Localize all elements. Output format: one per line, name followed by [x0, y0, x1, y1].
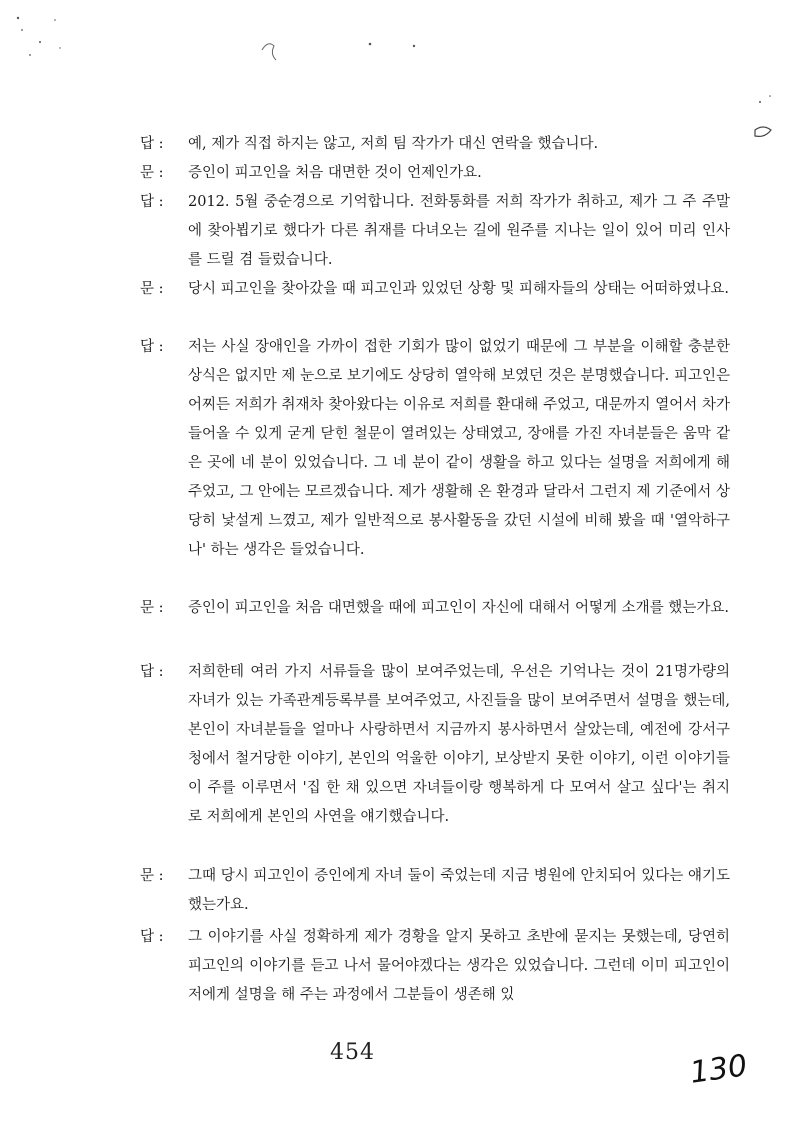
- entry-text: 2012. 5월 중순경으로 기억합니다. 전화통화를 저희 작가가 취하고, 제가 그 주 주말에 찾아뵙기로 했다가 다른 취재를 다녀오는 길에 원주를 지나는 일이 있어 미리 인사를 드릴 겸 들렀습니다.: [188, 194, 730, 268]
- scan-noise-marks: [0, 0, 800, 140]
- qa-entry: [140, 862, 730, 920]
- qa-entry: [140, 159, 730, 188]
- entry-text: 저희한테 여러 가지 서류들을 많이 보여주었는데, 우선은 기억나는 것이 21명가량의 자녀가 있는 가족관계등록부를 보여주었고, 사진들을 많이 보여주면서 설명을 했는데, 본인이 자녀분들을 얼마나 사랑하면서 지금까지 봉사하면서 살았는데, 예전에 강서구청에서 철거당한 이야기, 본인의 억울한 이야기, 보상받지 못한 이야기, 이런 이야기들이 주를 이루면서 '집 한 채 있으면 자녀들이랑 행복하게 다 모여서 살고 싶다'는 취지로 저희에게 본인의 사연을 얘기했습니다.: [188, 664, 730, 825]
- question-label: 문 :: [140, 165, 164, 181]
- page-number: 454: [330, 1040, 375, 1065]
- entry-text: 증인이 피고인을 처음 대면한 것이 언제인가요.: [188, 165, 482, 181]
- answer-label: 답 :: [140, 136, 164, 152]
- qa-entry: [140, 594, 730, 623]
- question-label: 문 :: [140, 281, 164, 297]
- qa-entry: [140, 658, 730, 832]
- qa-entry: [140, 923, 730, 1010]
- answer-label: 답 :: [140, 339, 164, 355]
- entry-text: 증인이 피고인을 처음 대면했을 때에 피고인이 자신에 대해서 어떻게 소개를 했는가요.: [188, 600, 729, 616]
- answer-label: 답 :: [140, 194, 164, 210]
- qa-entry: [140, 333, 730, 565]
- answer-label: 답 :: [140, 929, 164, 945]
- qa-entry: [140, 275, 730, 304]
- entry-text: 예, 제가 직접 하지는 않고, 저희 팀 작가가 대신 연락을 했습니다.: [188, 136, 599, 152]
- entry-text: 저는 사실 장애인을 가까이 접한 기회가 많이 없었기 때문에 그 부분을 이해할 충분한 상식은 없지만 제 눈으로 보기에도 상당히 열악해 보였던 것은 분명했습니다. 피고인은 어찌든 저희가 취재차 찾아왔다는 이유로 저희를 환대해 주었고, 대문까지 열어서 차가 들어올 수 있게 굳게 닫힌 철문이 열려있는 상태였고, 장애를 가진 자녀분들은 움막 같은 곳에 네 분이 있었습니다. 그 네 분이 같이 생활을 하고 있다는 설명을 저희에게 해 주었고, 그 안에는 모르겠습니다. 제가 생활해 온 환경과 달라서 그런지 제 기준에서 상당히 낯설게 느꼈고, 제가 일반적으로 봉사활동을 갔던 시설에 비해 봤을 때 '열악하구나' 하는 생각은 들었습니다.: [188, 339, 730, 558]
- qa-entry: [140, 188, 730, 275]
- entry-text: 그때 당시 피고인이 증인에게 자녀 둘이 죽었는데 지금 병원에 안치되어 있다는 얘기도 했는가요.: [188, 868, 730, 913]
- handwritten-page-number: 130: [687, 1048, 750, 1091]
- qa-entry: [140, 130, 730, 159]
- entry-text: 그 이야기를 사실 정확하게 제가 경황을 알지 못하고 초반에 묻지는 못했는데, 당연히 피고인의 이야기를 듣고 나서 물어야겠다는 생각은 있었습니다. 그런데 이미 피고인이 저에게 설명을 해 주는 과정에서 그분들이 생존해 있: [188, 929, 730, 1003]
- entry-text: 당시 피고인을 찾아갔을 때 피고인과 있었던 상황 및 피해자들의 상태는 어떠하였나요.: [188, 281, 729, 297]
- question-label: 문 :: [140, 868, 164, 884]
- answer-label: 답 :: [140, 664, 164, 680]
- question-label: 문 :: [140, 600, 164, 616]
